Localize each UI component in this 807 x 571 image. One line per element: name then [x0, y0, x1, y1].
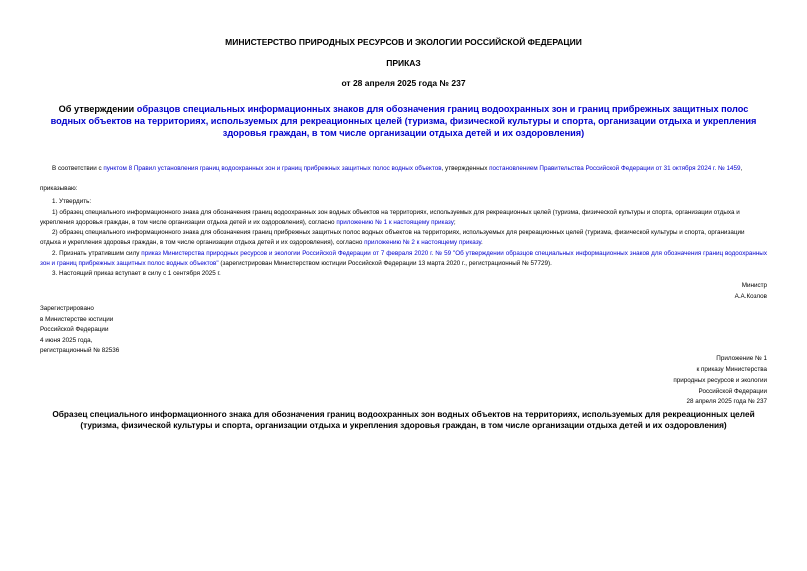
- signer-title: Министр: [741, 282, 767, 289]
- government-decree-link[interactable]: постановлением Правительства Российской Федерации от 31 октября 2024 г. № 1459: [489, 165, 741, 172]
- appendix-header-line: Приложение № 1: [716, 355, 767, 362]
- title-link[interactable]: образцов специальных информационных знаков для обозначения границ водоохранных зон и границ прибрежных защитных полос водных объектов на территориях, используемых для рекреационных целей (туризма, физической культуры и спорта, организации отдыха и укрепления здоровья граждан, в том числе организации отдыха детей и их оздоровления): [50, 104, 757, 138]
- registration-line: в Министерстве юстиции: [40, 316, 114, 323]
- document-title: [40, 103, 767, 139]
- p4-text-a: 2) образец специального информационного знака для обозначения границ прибрежных защитных полос водных объектов на территориях, используемых для рекреационных целей (туризма, физической культуры и спорта, организации отдыха и укрепления здоровья граждан, в том числе организации отдыха детей и их оздоровления), согласно: [40, 229, 745, 246]
- paragraph-effective-date: 3. Настоящий приказ вступает в силу с 1 сентября 2025 г.: [52, 270, 221, 277]
- p1-text-c: ,: [740, 165, 743, 172]
- rules-link[interactable]: пунктом 8 Правил установления границ водоохранных зон и границ прибрежных защитных полос водных объектов: [103, 165, 442, 172]
- appendix-header-line: к приказу Министерства: [696, 366, 767, 373]
- p3-text-b: ;: [453, 219, 456, 226]
- paragraph-repeal: [40, 249, 767, 269]
- appendix-header-line: 28 апреля 2025 года № 237: [686, 398, 767, 405]
- appendix-header-line: Российской Федерации: [698, 388, 767, 395]
- appendix-header-line: природных ресурсов и экологии: [673, 377, 767, 384]
- ministry-heading: МИНИСТЕРСТВО ПРИРОДНЫХ РЕСУРСОВ И ЭКОЛОГИИ РОССИЙСКОЙ ФЕДЕРАЦИИ: [225, 37, 582, 47]
- paragraph-item-2: [40, 228, 767, 248]
- signer-name: А.А.Козлов: [734, 293, 767, 300]
- order-word: приказываю:: [40, 185, 78, 192]
- p3-text-a: 1) образец специального информационного знака для обозначения границ водоохранных зон водных объектов на территориях, используемых для рекреационных целей (туризма, физической культуры и спорта, организации отдыха и укрепления здоровья граждан, в том числе организации отдыха детей и их оздоровления), согласно: [40, 209, 740, 226]
- p1-text-a: В соответствии с: [52, 165, 104, 172]
- doc-type-heading: ПРИКАЗ: [386, 58, 421, 68]
- paragraph-basis: [40, 164, 767, 174]
- p4-text-b: .: [481, 239, 483, 246]
- paragraph-approve: 1. Утвердить:: [52, 198, 92, 205]
- paragraph-item-1: [40, 208, 767, 228]
- registration-line: Российской Федерации: [40, 326, 109, 333]
- registration-line: Зарегистрировано: [40, 305, 94, 312]
- appendix-2-link[interactable]: приложению № 2 к настоящему приказу: [364, 239, 482, 246]
- appendix-1-link[interactable]: приложению № 1 к настоящему приказу: [336, 219, 454, 226]
- appendix-title: Образец специального информационного знака для обозначения границ водоохранных зон водных объектов на территориях, используемых для рекреационных целей (туризма, физической культуры и спорта, организации отдыха и укрепления здоровья граждан, в том числе организации отдыха детей и их оздоровления): [52, 409, 755, 430]
- p5-text-b: (зарегистрирован Министерством юстиции Российской Федерации 13 марта 2020 г., регистрационный № 57729).: [218, 260, 552, 267]
- registration-line: регистрационный № 82536: [40, 347, 120, 354]
- repealed-order-link[interactable]: приказ Министерства природных ресурсов и экологии Российской Федерации от 7 февраля 2020 г. № 59 "Об утверждении образцов специальных информационных знаков для обозначения границ водоохранных зон и границ прибрежных защитных полос водных объектов": [40, 250, 767, 267]
- registration-line: 4 июня 2025 года,: [40, 337, 93, 344]
- date-number-heading: от 28 апреля 2025 года № 237: [341, 78, 466, 88]
- p1-text-b: , утвержденных: [441, 165, 490, 172]
- p5-text-a: 2. Признать утратившим силу: [52, 250, 142, 257]
- title-prefix: Об утверждении: [58, 104, 137, 114]
